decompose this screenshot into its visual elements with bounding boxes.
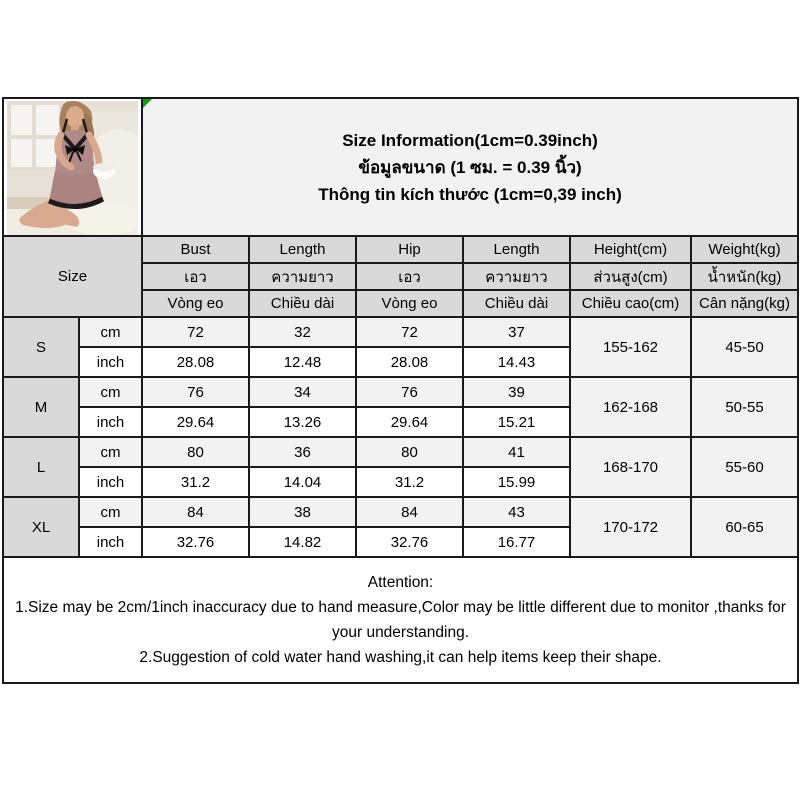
col-header-length1-en: Length — [249, 236, 356, 263]
value-cell: 84 — [142, 497, 249, 527]
value-cell: 80 — [142, 437, 249, 467]
value-cell: 29.64 — [356, 407, 463, 437]
value-cell: 14.43 — [463, 347, 570, 377]
size-label-s: S — [3, 317, 79, 377]
value-cell: 34 — [249, 377, 356, 407]
row-s-cm — [3, 317, 798, 347]
col-header-bust-vi: Vòng eo — [142, 290, 249, 317]
title-cell — [142, 98, 798, 236]
col-header-length2-en: Length — [463, 236, 570, 263]
title-row — [3, 98, 798, 236]
size-corner-label: Size — [3, 236, 142, 317]
attention-row — [3, 557, 798, 683]
col-header-length1-th: ความยาว — [249, 263, 356, 290]
excel-error-marker-icon — [143, 99, 152, 108]
value-cell: 84 — [356, 497, 463, 527]
weight-cell: 45-50 — [691, 317, 798, 377]
value-cell: 72 — [356, 317, 463, 347]
height-cell: 155-162 — [570, 317, 691, 377]
value-cell: 12.48 — [249, 347, 356, 377]
value-cell: 31.2 — [356, 467, 463, 497]
weight-cell: 55-60 — [691, 437, 798, 497]
size-table — [2, 97, 799, 684]
row-m-cm — [3, 377, 798, 407]
col-header-weight-en: Weight(kg) — [691, 236, 798, 263]
attention-cell — [3, 557, 798, 683]
height-cell: 170-172 — [570, 497, 691, 557]
value-cell: 14.82 — [249, 527, 356, 557]
product-photo-cell — [3, 98, 142, 236]
window — [9, 103, 61, 169]
col-header-length1-vi: Chiều dài — [249, 290, 356, 317]
attention-line-2: 2.Suggestion of cold water hand washing,it can help items keep their shape. — [139, 649, 662, 666]
value-cell: 31.2 — [142, 467, 249, 497]
unit-label-inch: inch — [79, 527, 142, 557]
height-cell: 162-168 — [570, 377, 691, 437]
value-cell: 37 — [463, 317, 570, 347]
col-header-height-en: Height(cm) — [570, 236, 691, 263]
unit-label-cm: cm — [79, 377, 142, 407]
value-cell: 13.26 — [249, 407, 356, 437]
value-cell: 36 — [249, 437, 356, 467]
col-header-height-th: ส่วนสูง(cm) — [570, 263, 691, 290]
attention-heading: Attention: — [367, 574, 434, 591]
unit-label-inch: inch — [79, 407, 142, 437]
value-cell: 14.04 — [249, 467, 356, 497]
value-cell: 15.21 — [463, 407, 570, 437]
value-cell: 80 — [356, 437, 463, 467]
col-header-height-vi: Chiều cao(cm) — [570, 290, 691, 317]
value-cell: 15.99 — [463, 467, 570, 497]
size-sheet — [2, 97, 799, 684]
attention-block — [4, 569, 797, 671]
row-l-cm — [3, 437, 798, 467]
cup — [93, 163, 115, 179]
value-cell: 39 — [463, 377, 570, 407]
unit-label-cm: cm — [79, 317, 142, 347]
value-cell: 76 — [142, 377, 249, 407]
header-row-en — [3, 236, 798, 263]
value-cell: 32 — [249, 317, 356, 347]
weight-cell: 60-65 — [691, 497, 798, 557]
value-cell: 32.76 — [142, 527, 249, 557]
col-header-bust-th: เอว — [142, 263, 249, 290]
unit-label-cm: cm — [79, 437, 142, 467]
col-header-weight-vi: Cân nặng(kg) — [691, 290, 798, 317]
attention-line-1: 1.Size may be 2cm/1inch inaccuracy due to hand measure,Color may be little different due to monitor ,thanks for your understanding. — [15, 599, 786, 641]
weight-cell: 50-55 — [691, 377, 798, 437]
value-cell: 72 — [142, 317, 249, 347]
unit-label-cm: cm — [79, 497, 142, 527]
value-cell: 38 — [249, 497, 356, 527]
height-cell: 168-170 — [570, 437, 691, 497]
col-header-hip-th: เอว — [356, 263, 463, 290]
row-xl-cm — [3, 497, 798, 527]
col-header-length2-vi: Chiều dài — [463, 290, 570, 317]
col-header-hip-vi: Vòng eo — [356, 290, 463, 317]
size-label-m: M — [3, 377, 79, 437]
value-cell: 29.64 — [142, 407, 249, 437]
size-label-l: L — [3, 437, 79, 497]
value-cell: 41 — [463, 437, 570, 467]
col-header-hip-en: Hip — [356, 236, 463, 263]
title-thai: ข้อมูลขนาด (1 ซม. = 0.39 นิ้ว) — [358, 157, 582, 177]
value-cell: 32.76 — [356, 527, 463, 557]
value-cell: 28.08 — [356, 347, 463, 377]
title-vietnamese: Thông tin kích thước (1cm=0,39 inch) — [318, 184, 622, 204]
value-cell: 28.08 — [142, 347, 249, 377]
col-header-weight-th: น้ำหนัก(kg) — [691, 263, 798, 290]
col-header-length2-th: ความยาว — [463, 263, 570, 290]
size-label-xl: XL — [3, 497, 79, 557]
value-cell: 43 — [463, 497, 570, 527]
product-photo — [7, 101, 138, 235]
unit-label-inch: inch — [79, 467, 142, 497]
value-cell: 76 — [356, 377, 463, 407]
title-english: Size Information(1cm=0.39inch) — [342, 130, 598, 150]
col-header-bust-en: Bust — [142, 236, 249, 263]
value-cell: 16.77 — [463, 527, 570, 557]
unit-label-inch: inch — [79, 347, 142, 377]
